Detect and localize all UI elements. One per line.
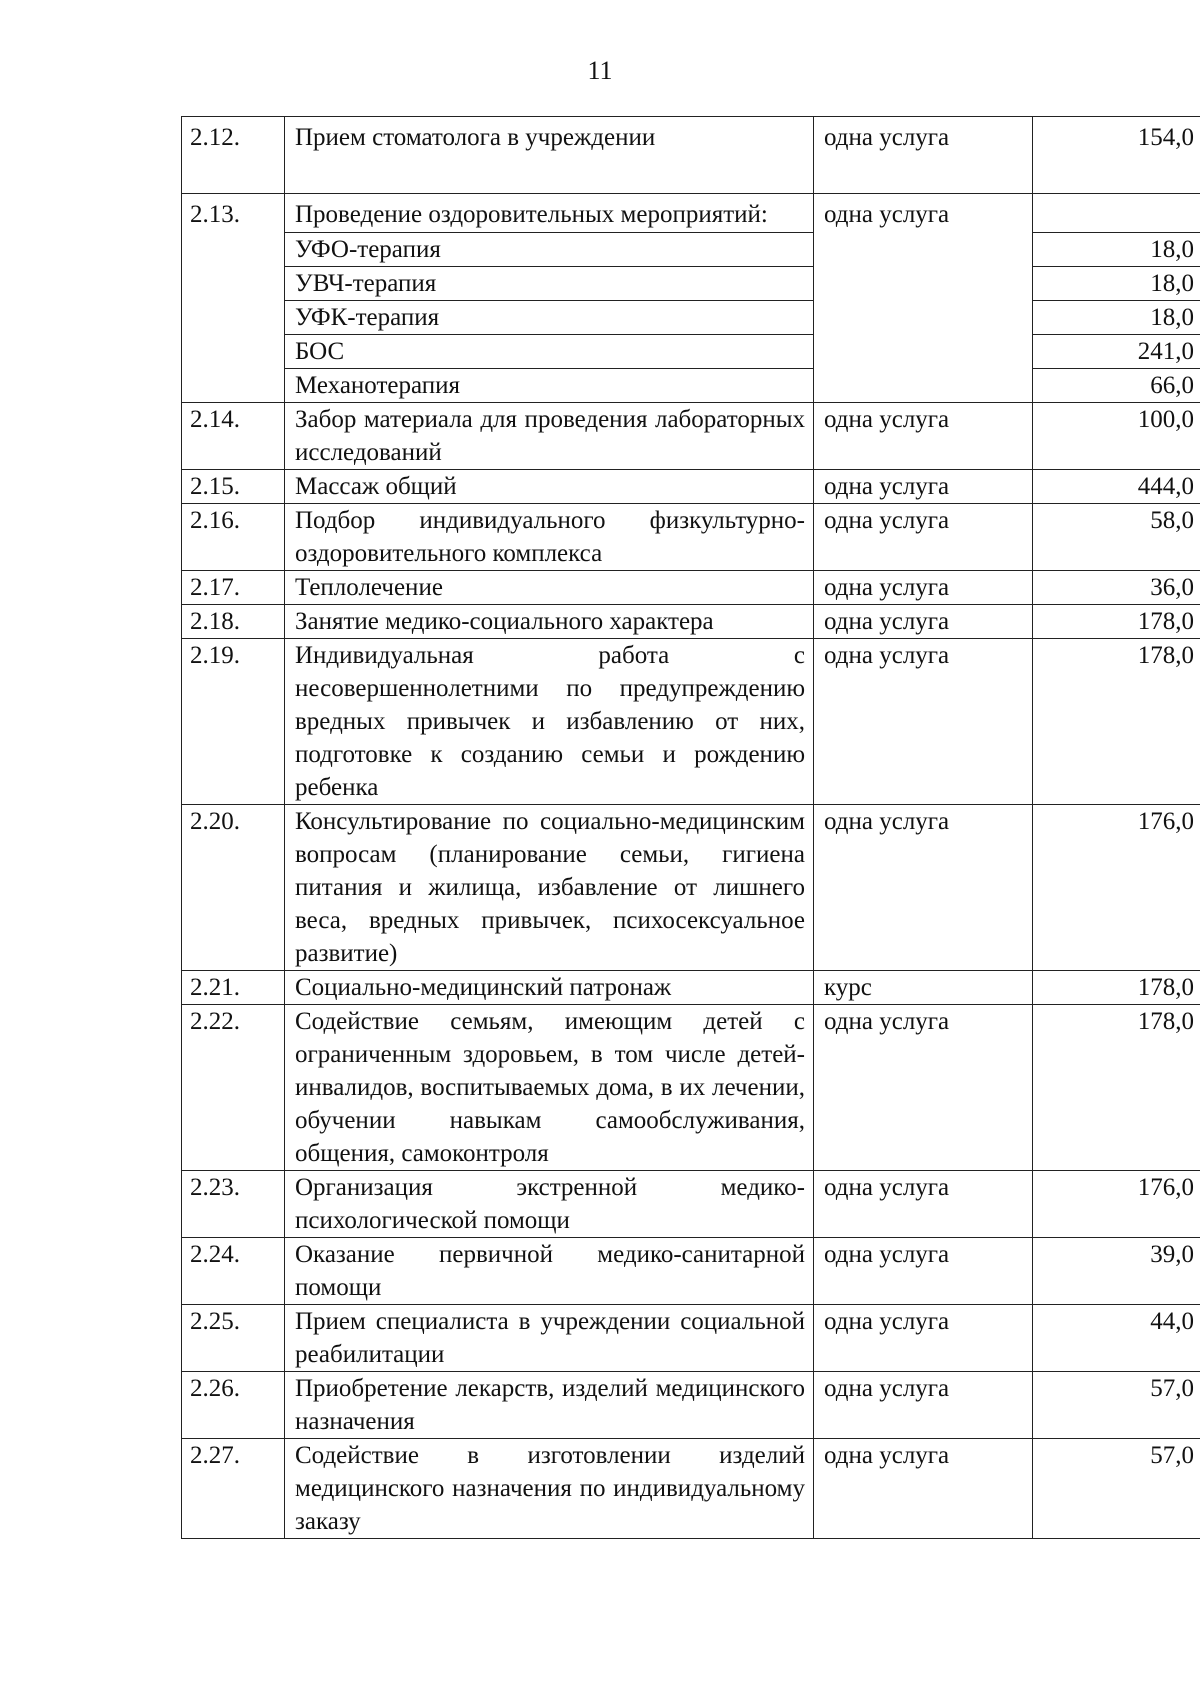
- row-number: 2.14.: [182, 403, 285, 470]
- service-name: Приобретение лекарств, изделий медицинского назначения: [285, 1372, 814, 1439]
- row-number: 2.16.: [182, 504, 285, 571]
- service-price: 100,0: [1033, 403, 1200, 470]
- service-subname: БОС: [285, 335, 814, 369]
- service-subname: Механотерапия: [285, 369, 814, 403]
- row-number: 2.18.: [182, 605, 285, 639]
- table-row: [182, 639, 1200, 805]
- service-price: 18,0: [1033, 301, 1200, 335]
- service-unit: одна услуга: [814, 403, 1033, 470]
- table-row: [182, 971, 1200, 1005]
- table-subrow: [182, 233, 1200, 267]
- table-row: [182, 117, 1200, 194]
- service-unit: одна услуга: [814, 117, 1033, 194]
- row-number: 2.23.: [182, 1171, 285, 1238]
- service-subname: УВЧ-терапия: [285, 267, 814, 301]
- service-price: 178,0: [1033, 605, 1200, 639]
- table-row: [182, 1005, 1200, 1171]
- service-name: Занятие медико-социального характера: [285, 605, 814, 639]
- service-unit: одна услуга: [814, 605, 1033, 639]
- service-unit: курс: [814, 971, 1033, 1005]
- service-name: Социально-медицинский патронаж: [285, 971, 814, 1005]
- service-price: 154,0: [1033, 117, 1200, 194]
- table-subrow: [182, 335, 1200, 369]
- service-name: Содействие в изготовлении изделий медицинского назначения по индивидуальному заказу: [285, 1439, 814, 1539]
- service-name: Консультирование по социально-медицинским вопросам (планирование семьи, гигиена питания и жилища, избавление от лишнего веса, вредных привычек, психосексуальное развитие): [285, 805, 814, 971]
- row-number: 2.27.: [182, 1439, 285, 1539]
- service-price: 178,0: [1033, 971, 1200, 1005]
- table-row: [182, 1238, 1200, 1305]
- row-number: 2.13.: [182, 194, 285, 403]
- row-number: 2.25.: [182, 1305, 285, 1372]
- row-number: 2.21.: [182, 971, 285, 1005]
- service-name: Содействие семьям, имеющим детей с ограниченным здоровьем, в том числе детей-инвалидов, воспитываемых дома, в их лечении, обучении навыкам самообслуживания, общения, самоконтроля: [285, 1005, 814, 1171]
- row-number: 2.24.: [182, 1238, 285, 1305]
- table-subrow: [182, 369, 1200, 403]
- table-subrow: [182, 267, 1200, 301]
- service-price: 178,0: [1033, 1005, 1200, 1171]
- service-name: Массаж общий: [285, 470, 814, 504]
- table-row: [182, 1171, 1200, 1238]
- service-unit: одна услуга: [814, 194, 1033, 403]
- service-name: Прием специалиста в учреждении социальной реабилитации: [285, 1305, 814, 1372]
- service-price: 18,0: [1033, 267, 1200, 301]
- service-name: Проведение оздоровительных мероприятий:: [285, 194, 814, 233]
- page-number: 11: [587, 56, 613, 85]
- service-price: 444,0: [1033, 470, 1200, 504]
- service-unit: одна услуга: [814, 1238, 1033, 1305]
- table-row: [182, 571, 1200, 605]
- service-subname: УФК-терапия: [285, 301, 814, 335]
- service-price: 57,0: [1033, 1439, 1200, 1539]
- table-row: [182, 504, 1200, 571]
- table-subrow: [182, 301, 1200, 335]
- row-number: 2.26.: [182, 1372, 285, 1439]
- service-name: Теплолечение: [285, 571, 814, 605]
- service-name: Индивидуальная работа с несовершеннолетними по предупреждению вредных привычек и избавлению от них, подготовке к созданию семьи и рождению ребенка: [285, 639, 814, 805]
- row-number: 2.19.: [182, 639, 285, 805]
- services-price-table: [181, 116, 1200, 1539]
- table-row: [182, 194, 1200, 233]
- service-name: Организация экстренной медико-психологической помощи: [285, 1171, 814, 1238]
- service-unit: одна услуга: [814, 639, 1033, 805]
- service-name: Оказание первичной медико-санитарной помощи: [285, 1238, 814, 1305]
- row-number: 2.20.: [182, 805, 285, 971]
- service-unit: одна услуга: [814, 1005, 1033, 1171]
- service-name: Прием стоматолога в учреждении: [285, 117, 814, 194]
- service-price: [1033, 194, 1200, 233]
- service-price: 18,0: [1033, 233, 1200, 267]
- service-unit: одна услуга: [814, 571, 1033, 605]
- service-price: 44,0: [1033, 1305, 1200, 1372]
- service-unit: одна услуга: [814, 805, 1033, 971]
- service-name: Забор материала для проведения лабораторных исследований: [285, 403, 814, 470]
- row-number: 2.12.: [182, 117, 285, 194]
- table-row: [182, 1305, 1200, 1372]
- row-number: 2.17.: [182, 571, 285, 605]
- service-unit: одна услуга: [814, 470, 1033, 504]
- service-unit: одна услуга: [814, 1439, 1033, 1539]
- service-subname: УФО-терапия: [285, 233, 814, 267]
- service-unit: одна услуга: [814, 1305, 1033, 1372]
- table-row: [182, 1372, 1200, 1439]
- table-row: [182, 1439, 1200, 1539]
- table-row: [182, 605, 1200, 639]
- service-price: 66,0: [1033, 369, 1200, 403]
- service-unit: одна услуга: [814, 1171, 1033, 1238]
- service-price: 57,0: [1033, 1372, 1200, 1439]
- table-row: [182, 403, 1200, 470]
- row-number: 2.22.: [182, 1005, 285, 1171]
- service-price: 176,0: [1033, 805, 1200, 971]
- service-price: 241,0: [1033, 335, 1200, 369]
- table-row: [182, 805, 1200, 971]
- service-price: 39,0: [1033, 1238, 1200, 1305]
- service-name: Подбор индивидуального физкультурно-оздоровительного комплекса: [285, 504, 814, 571]
- table-row: [182, 470, 1200, 504]
- service-unit: одна услуга: [814, 1372, 1033, 1439]
- service-price: 178,0: [1033, 639, 1200, 805]
- service-unit: одна услуга: [814, 504, 1033, 571]
- service-price: 58,0: [1033, 504, 1200, 571]
- service-price: 36,0: [1033, 571, 1200, 605]
- row-number: 2.15.: [182, 470, 285, 504]
- service-price: 176,0: [1033, 1171, 1200, 1238]
